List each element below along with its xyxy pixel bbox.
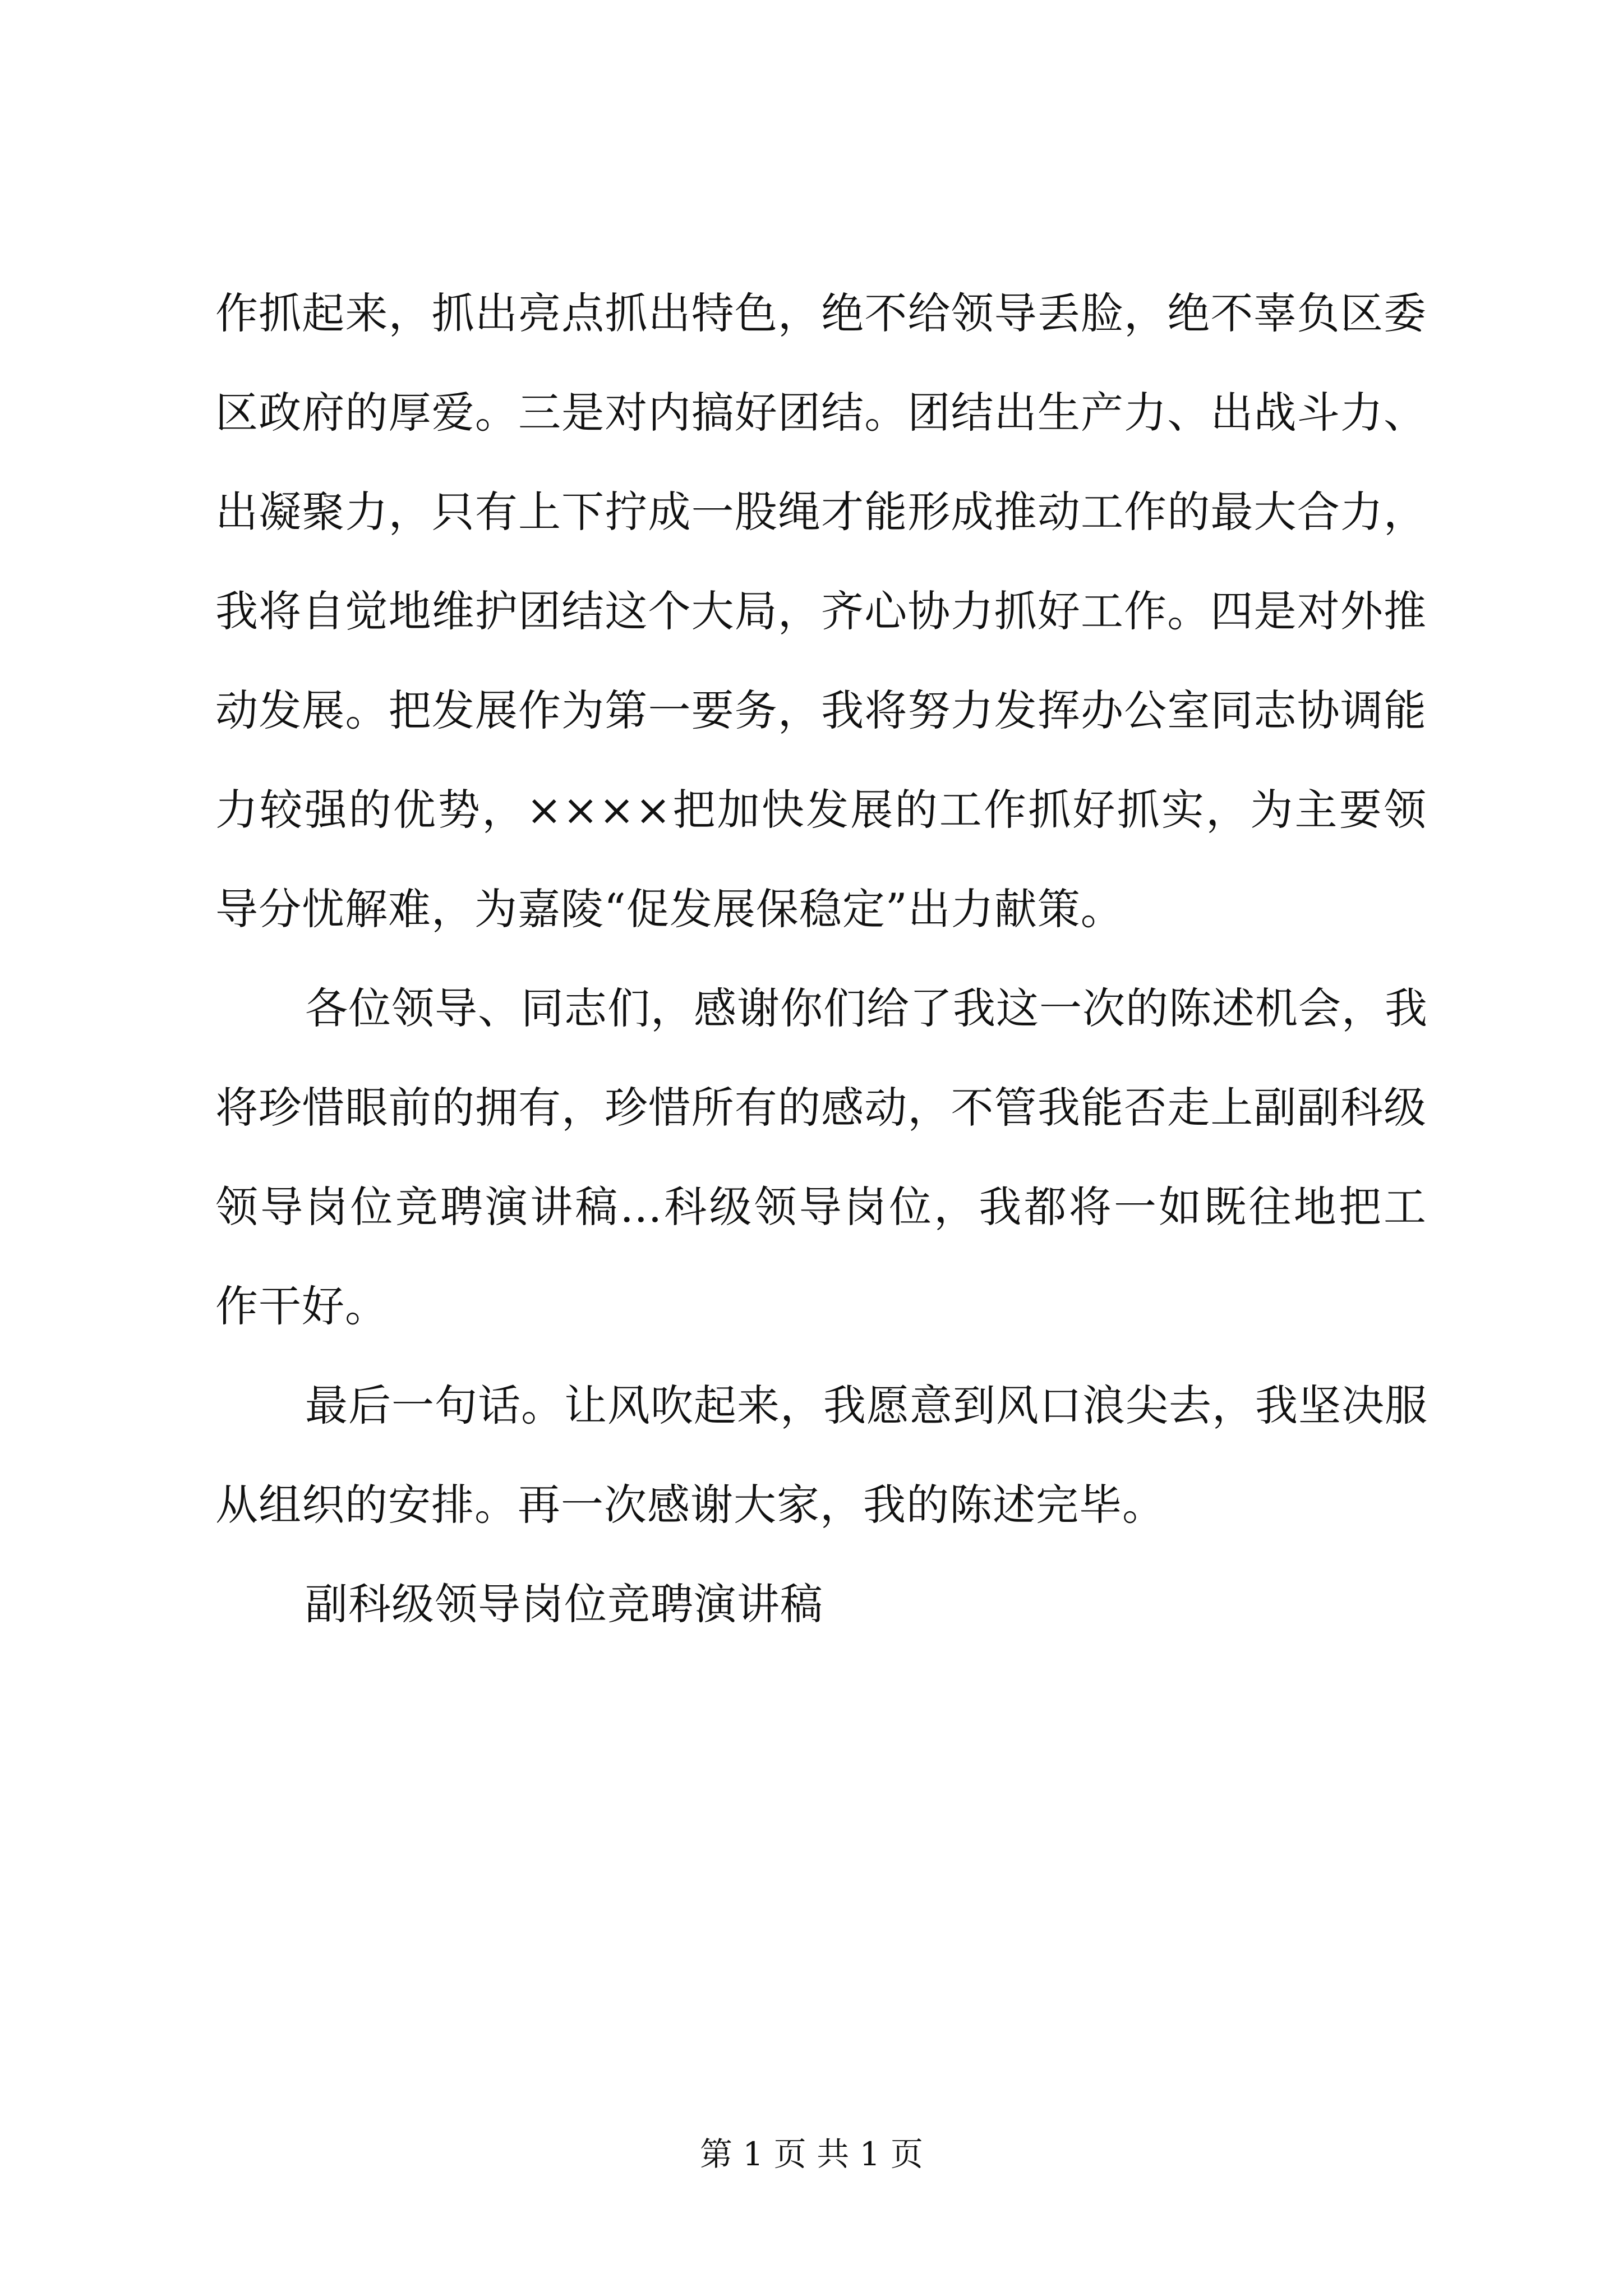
text-line: 导分忧解难，为嘉陵“促发展保稳定”出力献策。 [215, 884, 1124, 934]
text-line: 作抓起来，抓出亮点抓出特色，绝不给领导丢脸，绝不辜负区委 [215, 288, 1427, 338]
text-line: 出凝聚力，只有上下拧成一股绳才能形成推动工作的最大合力， [215, 487, 1427, 537]
text-line: 区政府的厚爱。三是对内搞好团结。团结出生产力、出战斗力、 [215, 388, 1427, 438]
page-number-footer: 第 1 页 共 1 页 [700, 2135, 923, 2173]
text-line: 领导岗位竞聘演讲稿...科级领导岗位，我都将一如既往地把工 [215, 1182, 1427, 1232]
text-line: 力较强的优势，××××把加快发展的工作抓好抓实，为主要领 [215, 785, 1427, 835]
text-line: 我将自觉地维护团结这个大局，齐心协力抓好工作。四是对外推 [215, 586, 1427, 636]
text-line: 最后一句话。让风吹起来，我愿意到风口浪尖去，我坚决服 [305, 1381, 1428, 1430]
text-line: 作干好。 [215, 1281, 388, 1331]
document-body [215, 264, 1427, 1654]
text-line: 动发展。把发展作为第一要务，我将努力发挥办公室同志协调能 [215, 685, 1427, 735]
text-line: 副科级领导岗位竞聘演讲稿 [305, 1579, 823, 1629]
text-line: 各位领导、同志们，感谢你们给了我这一次的陈述机会，我 [305, 983, 1428, 1033]
text-line: 将珍惜眼前的拥有，珍惜所有的感动，不管我能否走上副副科级 [215, 1083, 1427, 1133]
text-line: 从组织的安排。再一次感谢大家，我的陈述完毕。 [215, 1480, 1165, 1530]
